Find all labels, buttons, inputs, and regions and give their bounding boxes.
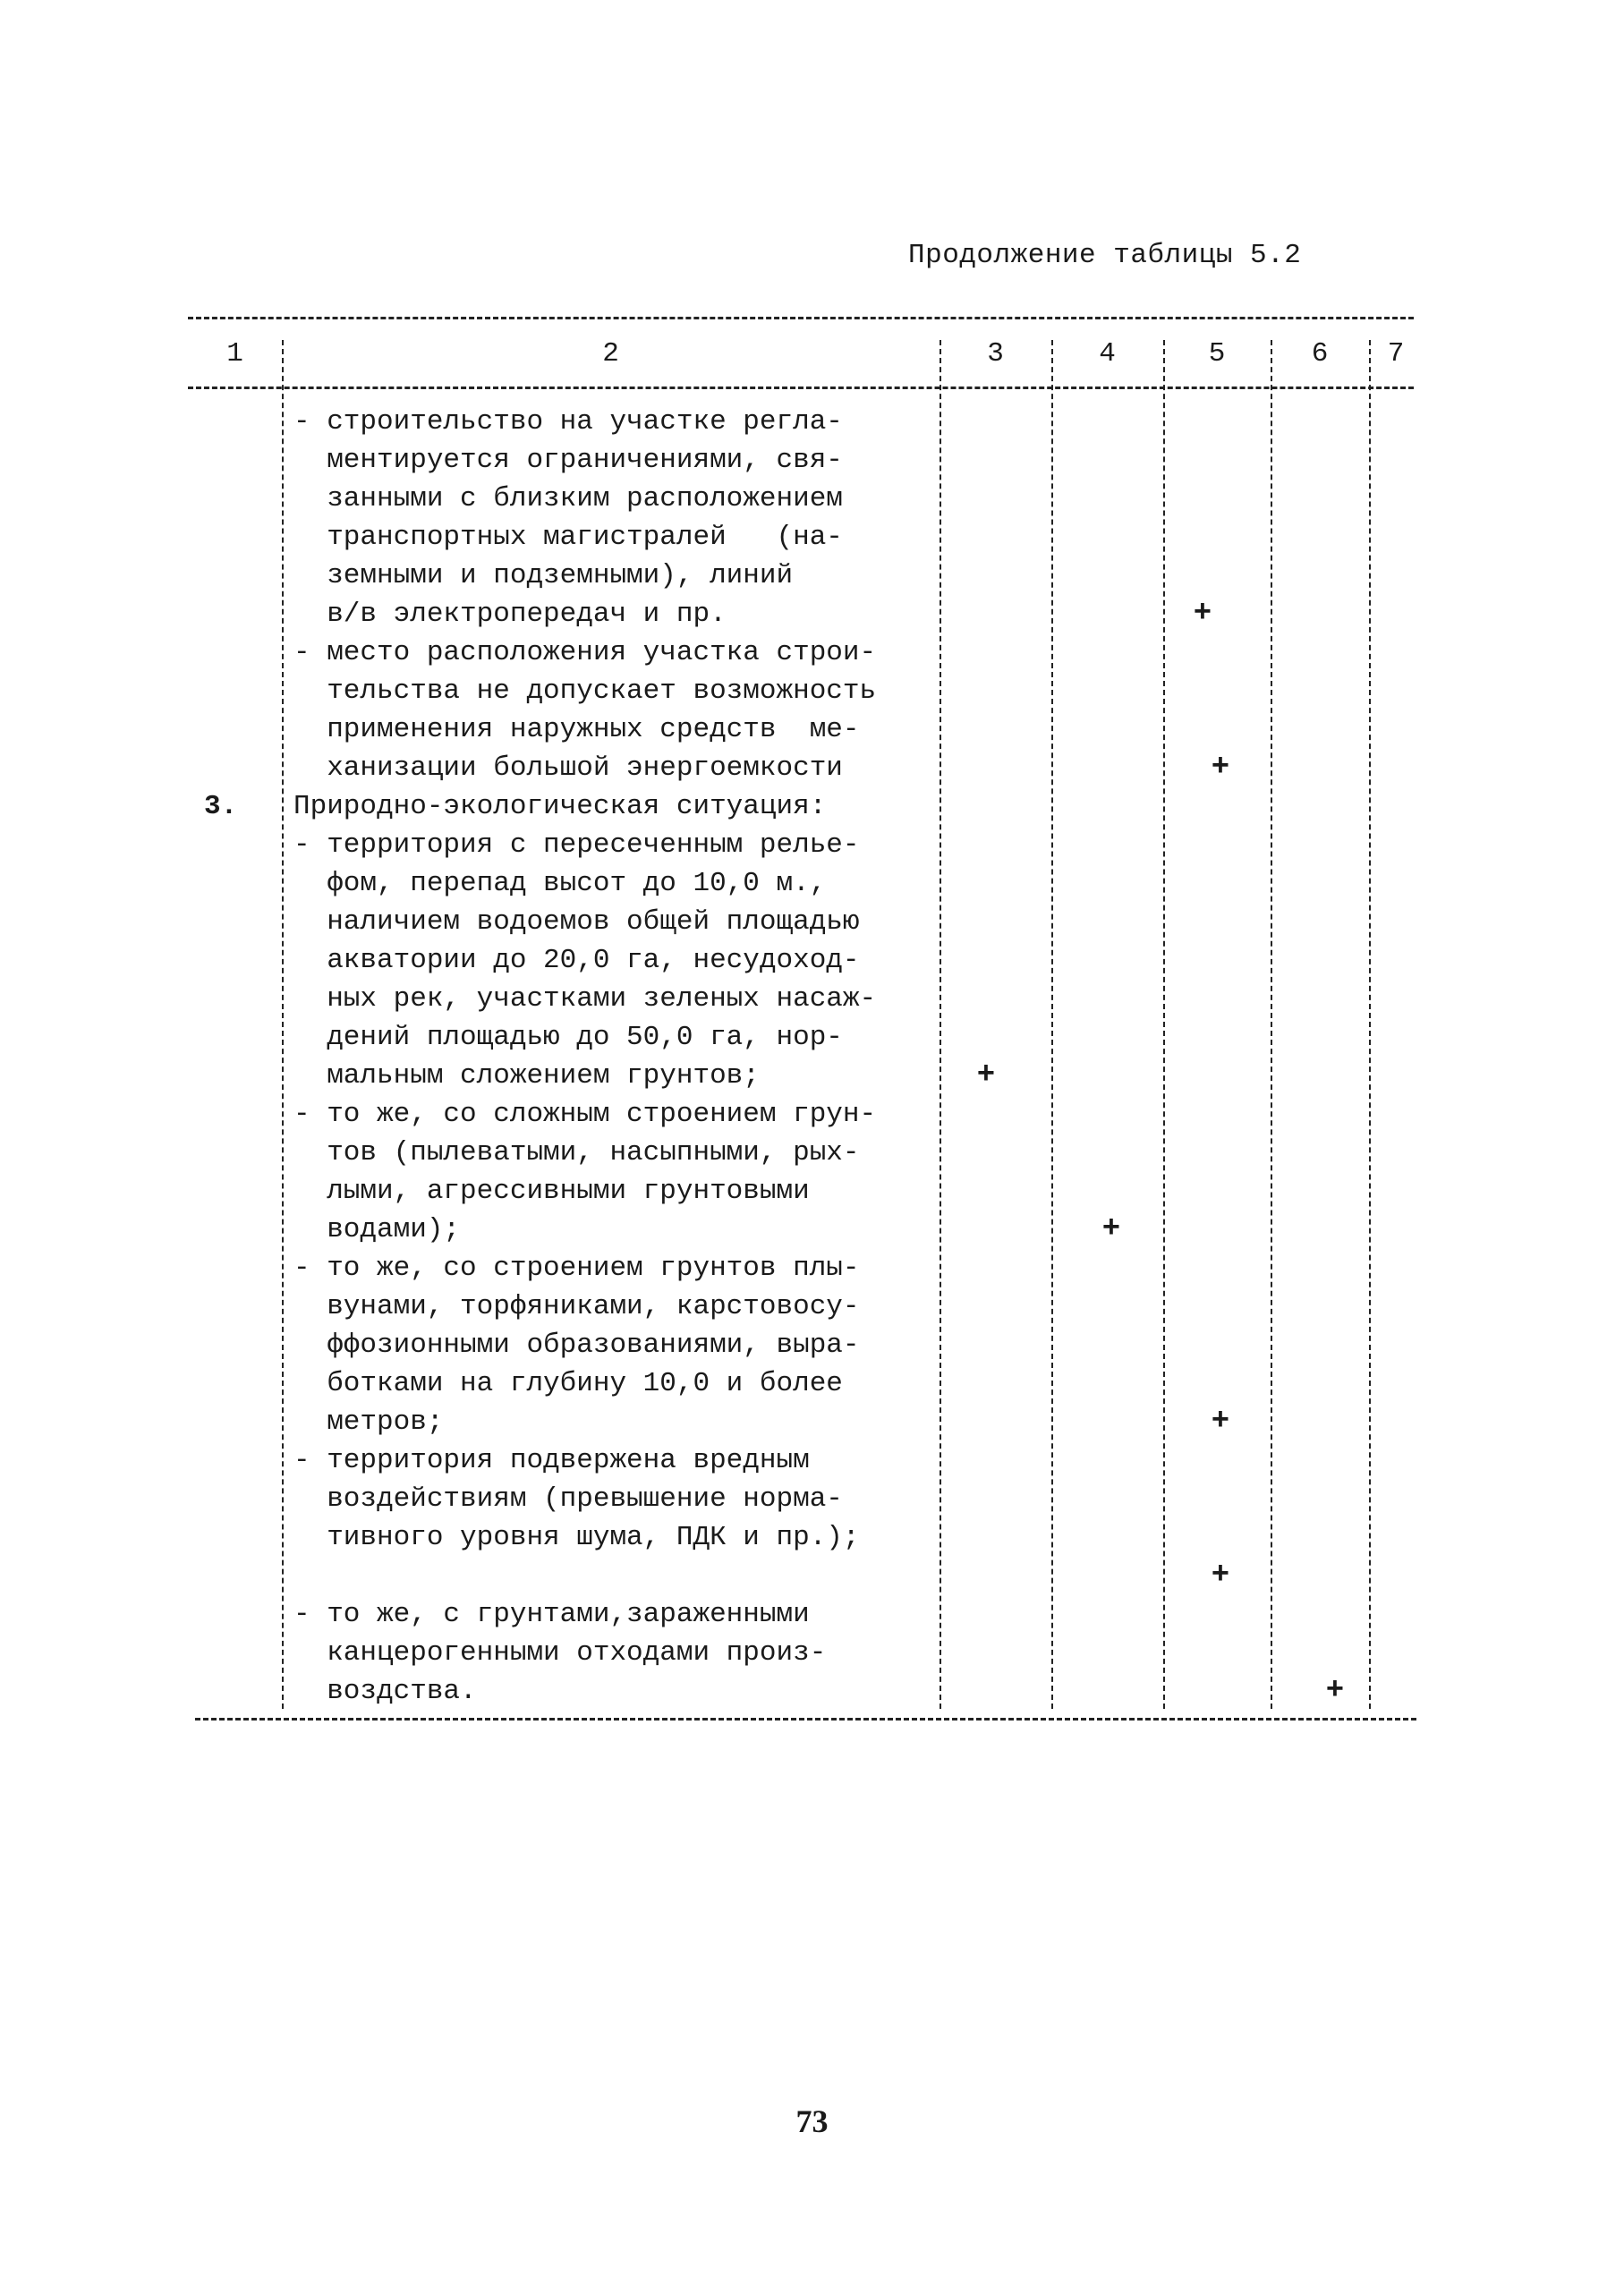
mark-row-5: + — [1101, 1212, 1121, 1246]
row-1-line-6: в/в электропередач и пр. — [293, 599, 727, 630]
row-6-line-1: - то же, со строением грунтов плы- — [293, 1253, 860, 1284]
column-header-3: 3 — [987, 338, 1004, 370]
mark-row-8: + — [1325, 1674, 1345, 1708]
row-4-line-5: ных рек, участками зеленых насаж- — [293, 983, 877, 1015]
column-separator-2 — [940, 340, 941, 1709]
mark-row-7: + — [1211, 1559, 1230, 1593]
row-1-line-3: занными с близким расположением — [293, 483, 843, 514]
row-8-line-2: - то же, с грунтами,зараженными — [293, 1599, 810, 1630]
row-4-line-2: фом, перепад высот до 10,0 м., — [293, 868, 827, 899]
row-5-line-2: тов (пылеватыми, насыпными, рых- — [293, 1137, 860, 1168]
row-7-line-2: воздействиям (превышение норма- — [293, 1483, 843, 1515]
column-separator-6 — [1369, 340, 1371, 1709]
row-2-line-2: тельства не допускает возможность — [293, 675, 877, 707]
column-separator-1 — [282, 340, 284, 1709]
row-2-line-4: ханизации большой энергоемкости — [293, 752, 843, 784]
row-4-line-7: мальным сложением грунтов; — [293, 1060, 760, 1092]
page-number: 73 — [795, 2103, 829, 2139]
row-1-line-5: земными и подземными), линий — [293, 560, 794, 591]
row-4-line-1: - территория с пересеченным релье- — [293, 829, 860, 861]
row-1-line-2: ментируется ограничениями, свя- — [293, 445, 843, 476]
row-8-line-4: воздства. — [293, 1676, 477, 1707]
row-6-line-5: метров; — [293, 1406, 444, 1438]
mark-row-6: + — [1211, 1405, 1230, 1439]
column-separator-4 — [1163, 340, 1165, 1709]
row-5-line-3: лыми, агрессивными грунтовыми — [293, 1176, 810, 1207]
row-1-line-1: - строительство на участке регла- — [293, 406, 843, 438]
column-header-2: 2 — [602, 338, 619, 370]
column-header-7: 7 — [1387, 338, 1405, 370]
row-4-line-6: дений площадью до 50,0 га, нор- — [293, 1022, 843, 1053]
table-caption: Продолжение таблицы 5.2 — [908, 240, 1302, 271]
row-4-line-4: акватории до 20,0 га, несудоход- — [293, 945, 860, 976]
column-header-1: 1 — [226, 338, 243, 370]
row-8-line-3: канцерогенными отходами произ- — [293, 1637, 827, 1669]
table-bottom-rule — [195, 1718, 1416, 1720]
row-1-line-4: транспортных магистралей (на- — [293, 522, 843, 553]
row-6-line-4: ботками на глубину 10,0 и более — [293, 1368, 843, 1399]
column-separator-5 — [1271, 340, 1272, 1709]
table-top-rule — [188, 317, 1414, 319]
row-7-line-1: - территория подвержена вредным — [293, 1445, 810, 1476]
row-3-number: 3. — [204, 791, 238, 822]
row-2-line-3: применения наружных средств ме- — [293, 714, 860, 745]
mark-row-4: + — [976, 1058, 996, 1092]
column-header-5: 5 — [1208, 338, 1226, 370]
column-header-6: 6 — [1311, 338, 1329, 370]
row-2-line-1: - место расположения участка строи- — [293, 637, 877, 668]
row-5-line-1: - то же, со сложным строением грун- — [293, 1099, 877, 1130]
row-6-line-3: ффозионными образованиями, выра- — [293, 1330, 860, 1361]
column-header-4: 4 — [1099, 338, 1116, 370]
row-5-line-4: водами); — [293, 1214, 461, 1245]
table-header-rule — [188, 387, 1414, 389]
row-4-line-3: наличием водоемов общей площадью — [293, 906, 860, 938]
row-6-line-2: вунами, торфяниками, карстовосу- — [293, 1291, 860, 1322]
column-separator-3 — [1051, 340, 1053, 1709]
mark-row-2: + — [1211, 751, 1230, 785]
row-3-line-1: Природно-экологическая ситуация: — [293, 791, 827, 822]
row-7-line-3: тивного уровня шума, ПДК и пр.); — [293, 1522, 860, 1553]
mark-row-1: + — [1193, 597, 1212, 631]
